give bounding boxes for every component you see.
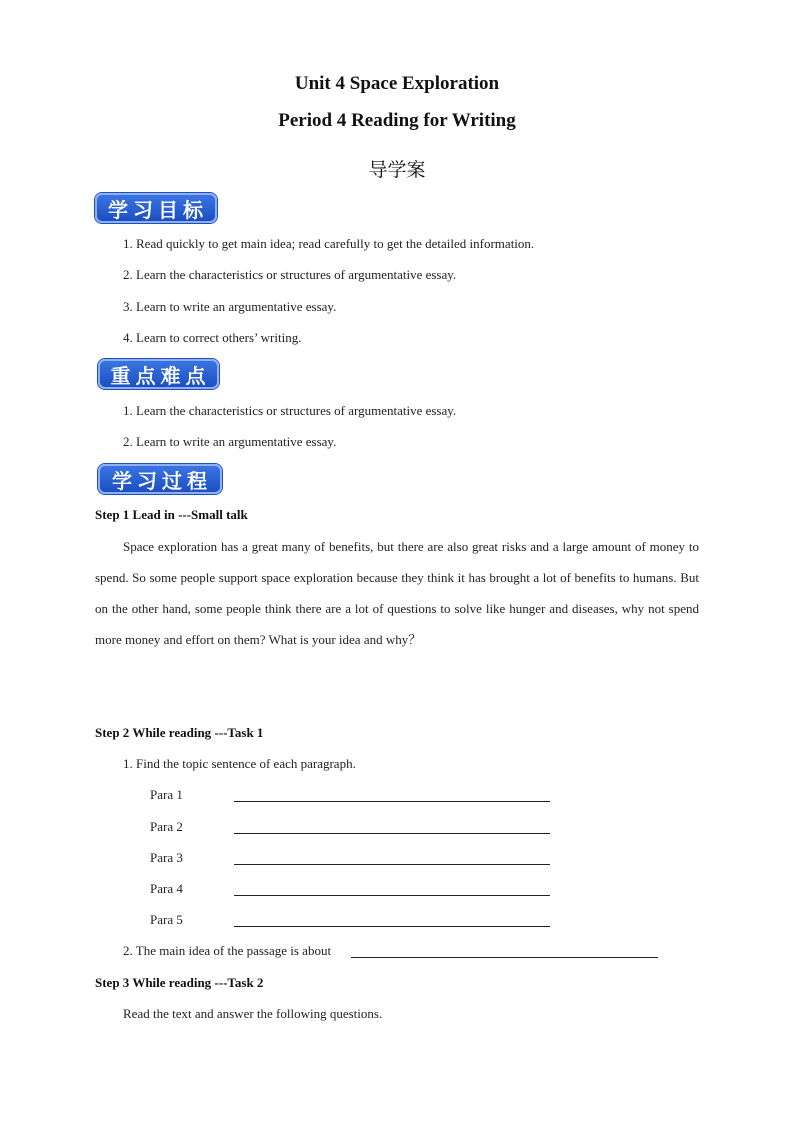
para-label: Para 4: [150, 881, 183, 896]
objective-item: 4. Learn to correct others’ writing.: [123, 330, 302, 345]
objective-item: 2. Learn the characteristics or structures of argumentative essay.: [123, 267, 457, 282]
main-idea-prompt: 2. The main idea of the passage is about: [123, 943, 332, 958]
para-label: Para 5: [150, 912, 183, 927]
key-point-item: 2. Learn to write an argumentative essay.: [123, 434, 337, 449]
step2-heading: Step 2 While reading ---Task 1: [95, 725, 264, 740]
step1-heading: Step 1 Lead in ---Small talk: [95, 507, 248, 522]
process-badge: 学习过程: [98, 464, 222, 494]
answer-blank-para2[interactable]: [234, 833, 550, 834]
objective-item: 1. Read quickly to get main idea; read carefully to get the detailed information.: [123, 236, 535, 251]
step3-instruction: Read the text and answer the following questions.: [123, 1006, 383, 1021]
para-label: Para 3: [150, 850, 183, 865]
para-label: Para 1: [150, 787, 183, 802]
answer-blank-para5[interactable]: [234, 926, 550, 927]
objectives-badge: 学习目标: [95, 193, 217, 223]
key-point-item: 1. Learn the characteristics or structures of argumentative essay.: [123, 403, 457, 418]
key-points-badge: 重点难点: [98, 359, 219, 389]
step3-heading: Step 3 While reading ---Task 2: [95, 975, 264, 990]
para-label: Para 2: [150, 819, 183, 834]
answer-blank-main-idea[interactable]: [351, 957, 658, 958]
unit-title: Unit 4 Space Exploration: [294, 73, 500, 94]
answer-blank-para3[interactable]: [234, 864, 550, 865]
period-title: Period 4 Reading for Writing: [278, 110, 516, 131]
step2-instruction: 1. Find the topic sentence of each paragraph.: [123, 756, 356, 771]
objective-item: 3. Learn to write an argumentative essay.: [123, 299, 337, 314]
document-type-label: 导学案: [368, 159, 426, 181]
answer-blank-para1[interactable]: [234, 801, 550, 802]
answer-blank-para4[interactable]: [234, 895, 550, 896]
step1-paragraph: Space exploration has a great many of benefits, but there are also great risks and a large amount of money to spend. So some people support space exploration because they think it has brought a lot of benefits to humans. But on the other hand, some people think there are a lot of questions to solve like hunger and diseases, why not spend more money and effort on them? What is your idea and why？: [95, 539, 699, 647]
